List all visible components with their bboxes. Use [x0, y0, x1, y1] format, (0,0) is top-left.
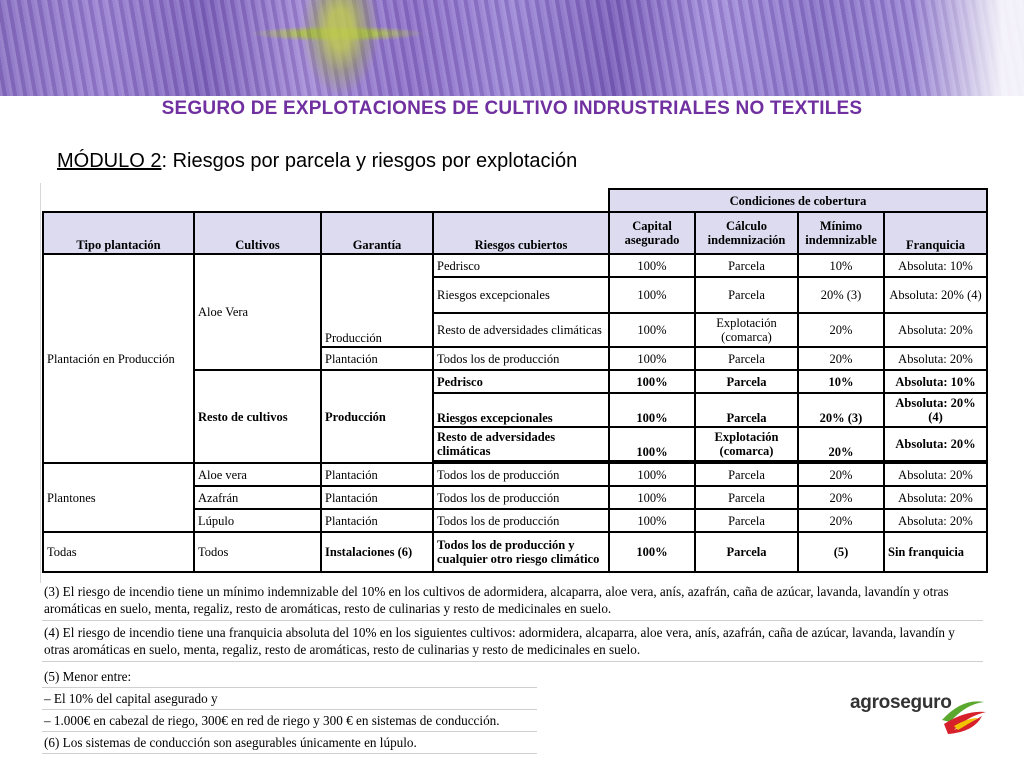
cultivo-resto: Resto de cultivos [194, 370, 321, 463]
subtitle-text: : Riesgos por parcela y riesgos por explotación [161, 150, 578, 172]
calculo-cell: Parcela [695, 347, 798, 370]
capital-cell: 100% [609, 486, 695, 509]
garantia-produccion-resto: Producción [321, 370, 433, 463]
minimo-cell: 20% [798, 313, 884, 347]
minimo-cell: 10% [798, 370, 884, 393]
capital-cell: 100% [609, 313, 695, 347]
franquicia-cell: Sin franquicia [884, 532, 987, 572]
capital-cell: 100% [609, 393, 695, 427]
riesgo-cell: Pedrisco [433, 370, 609, 393]
franquicia-cell: Absoluta: 20% [884, 347, 987, 370]
footnote-5-intro: (5) Menor entre: [42, 666, 537, 688]
franquicia-cell: Absoluta: 20% [884, 313, 987, 347]
garantia-plantacion: Plantación [321, 347, 433, 370]
minimo-cell: 20% [798, 347, 884, 370]
calculo-cell: Parcela [695, 486, 798, 509]
table-group-header-row [43, 189, 987, 212]
riesgo-cell: Resto de adversidades climáticas [433, 427, 609, 461]
riesgo-cell: Pedrisco [433, 254, 609, 277]
minimo-cell: (5) [798, 532, 884, 572]
riesgo-cell: Todos los de producción [433, 463, 609, 486]
riesgo-cell: Todos los de producción y cualquier otro riesgo climático [433, 532, 609, 572]
garantia-plantacion: Plantación [321, 509, 433, 532]
minimo-cell: 10% [798, 254, 884, 277]
franquicia-cell: Absoluta: 20% (4) [884, 393, 987, 427]
franquicia-cell: Absoluta: 20% (4) [884, 277, 987, 313]
minimo-cell: 20% [798, 486, 884, 509]
capital-cell: 100% [609, 509, 695, 532]
lavender-banner-image [0, 0, 1024, 96]
subtitle-module: MÓDULO 2 [57, 150, 162, 172]
garantia-instalaciones: Instalaciones (6) [321, 532, 433, 572]
franquicia-cell: Absoluta: 20% [884, 486, 987, 509]
cultivo-aloe-vera: Aloe Vera [194, 254, 321, 370]
garantia-plantacion: Plantación [321, 486, 433, 509]
footnote-6: (6) Los sistemas de conducción son asegurables únicamente en lúpulo. [42, 732, 537, 754]
cultivo-todos: Todos [194, 532, 321, 572]
slide-subtitle [57, 150, 577, 173]
capital-cell: 100% [609, 427, 695, 461]
banner-right-fade [914, 0, 1024, 96]
minimo-cell: 20% [798, 463, 884, 486]
header-calculo: Cálculo indemnización [695, 212, 798, 254]
header-tipo-plantacion: Tipo plantación [43, 212, 194, 254]
garantia-plantacion: Plantación [321, 463, 433, 486]
franquicia-cell: Absoluta: 10% [884, 254, 987, 277]
table-empty-corner [43, 189, 609, 212]
minimo-cell: 20% [798, 509, 884, 532]
calculo-cell: Explotación (comarca) [695, 313, 798, 347]
table-row [43, 463, 987, 486]
coverage-table [42, 188, 988, 573]
tipo-plantacion-produccion: Plantación en Producción [43, 254, 194, 463]
footnote-5-item-a: – El 10% del capital asegurado y [42, 688, 537, 710]
table-row [43, 532, 987, 572]
riesgo-cell: Todos los de producción [433, 509, 609, 532]
calculo-cell: Parcela [695, 509, 798, 532]
table-header-row [43, 212, 987, 254]
capital-cell: 100% [609, 532, 695, 572]
group-header-condiciones: Condiciones de cobertura [609, 189, 987, 212]
header-minimo: Mínimo indemnizable [798, 212, 884, 254]
riesgo-cell: Todos los de producción [433, 347, 609, 370]
riesgo-cell: Riesgos excepcionales [433, 277, 609, 313]
header-cultivos: Cultivos [194, 212, 321, 254]
agroseguro-logo [850, 690, 990, 740]
calculo-cell: Explotación (comarca) [695, 427, 798, 461]
table-row [43, 254, 987, 277]
tipo-todas: Todas [43, 532, 194, 572]
cultivo-aloe-vera-plantones: Aloe vera [194, 463, 321, 486]
banner-green-streak [300, 0, 380, 96]
header-riesgos: Riesgos cubiertos [433, 212, 609, 254]
capital-cell: 100% [609, 254, 695, 277]
slide-title: SEGURO DE EXPLOTACIONES DE CULTIVO INDRUSTRIALES NO TEXTILES [161, 98, 863, 119]
logo-wordmark: agroseguro [850, 692, 952, 713]
minimo-cell: 20% [798, 427, 884, 461]
logo-swoosh-icon [850, 690, 990, 740]
footnote-5-item-b: – 1.000€ en cabezal de riego, 300€ en red de riego y 300 € en sistemas de conducción. [42, 710, 537, 732]
header-garantia: Garantía [321, 212, 433, 254]
tipo-plantones: Plantones [43, 463, 194, 532]
capital-cell: 100% [609, 347, 695, 370]
cultivo-lupulo: Lúpulo [194, 509, 321, 532]
calculo-cell: Parcela [695, 393, 798, 427]
footnotes-block [42, 580, 983, 662]
header-capital: Capital asegurado [609, 212, 695, 254]
calculo-cell: Parcela [695, 463, 798, 486]
franquicia-cell: Absoluta: 20% [884, 427, 987, 461]
garantia-produccion: Producción [321, 254, 433, 347]
franquicia-cell: Absoluta: 20% [884, 463, 987, 486]
cultivo-azafran: Azafrán [194, 486, 321, 509]
banner-texture [0, 0, 1024, 96]
riesgo-cell: Resto de adversidades climáticas [433, 313, 609, 347]
franquicia-cell: Absoluta: 20% [884, 509, 987, 532]
footnotes-block-2 [42, 666, 537, 754]
riesgo-cell: Riesgos excepcionales [433, 393, 609, 427]
capital-cell: 100% [609, 277, 695, 313]
header-franquicia: Franquicia [884, 212, 987, 254]
calculo-cell: Parcela [695, 254, 798, 277]
calculo-cell: Parcela [695, 532, 798, 572]
riesgo-cell: Todos los de producción [433, 486, 609, 509]
calculo-cell: Parcela [695, 277, 798, 313]
franquicia-cell: Absoluta: 10% [884, 370, 987, 393]
footnote-4: (4) El riesgo de incendio tiene una franquicia absoluta del 10% en los siguientes cultivos: adormidera, alcaparra, aloe vera, anís, azafrán, caña de azúcar, lavanda, lavandín y otras aromáticas en suelo, menta, regaliz, resto de aromáticas, resto de culinarias y resto de medicinales en suelo. [42, 621, 983, 662]
capital-cell: 100% [609, 463, 695, 486]
capital-cell: 100% [609, 370, 695, 393]
calculo-cell: Parcela [695, 370, 798, 393]
footnote-3: (3) El riesgo de incendio tiene un mínimo indemnizable del 10% en los cultivos de adormidera, alcaparra, aloe vera, anís, azafrán, caña de azúcar, lavanda, lavandín y otras aromáticas en suelo, menta, regaliz, resto de aromáticas, resto de culinarias y resto de medicinales en suelo. [42, 580, 983, 621]
minimo-cell: 20% (3) [798, 393, 884, 427]
minimo-cell: 20% (3) [798, 277, 884, 313]
